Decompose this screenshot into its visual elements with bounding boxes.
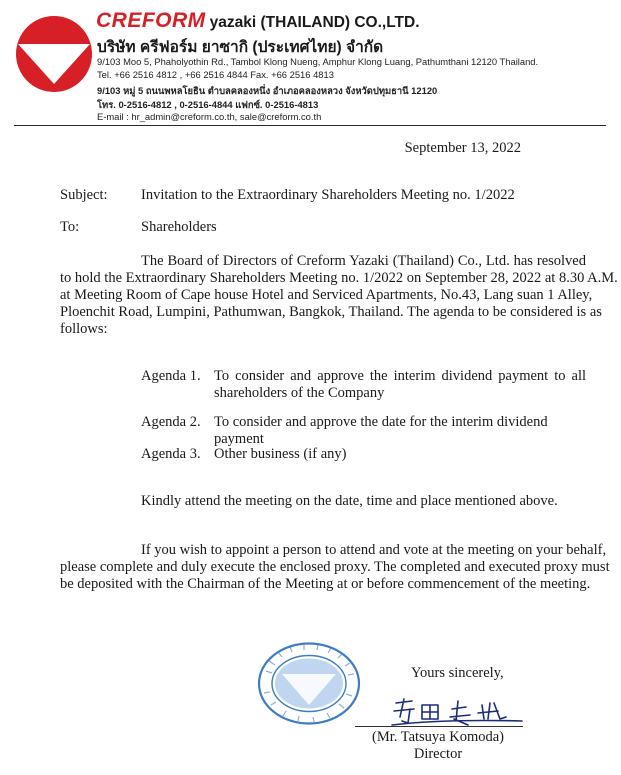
email-line: E-mail : hr_admin@creform.co.th, sale@creform.co.th: [97, 111, 322, 122]
address-en: 9/103 Moo 5, Phaholyothin Rd., Tambol Klong Nueng, Amphur Klong Luang, Pathumthani 12120 Thailand.: [97, 56, 539, 67]
letter-date: September 13, 2022: [404, 140, 521, 156]
agenda-text: Other business (if any): [214, 446, 347, 462]
paragraph-1-line: at Meeting Room of Cape house Hotel and Serviced Apartments, No.43, Lang suan 1 Alley,: [60, 287, 593, 303]
handwritten-signature: [382, 695, 532, 729]
phone-en: Tel. +66 2516 4812 , +66 2516 4844 Fax. +66 2516 4813: [97, 69, 334, 80]
paragraph-2-line: If you wish to appoint a person to attend and vote at the meeting on your behalf,: [141, 542, 607, 558]
brand-name: CREFORM: [96, 9, 206, 32]
company-seal: [256, 641, 362, 726]
agenda-text: To consider and approve the date for the interim dividend payment: [214, 414, 548, 447]
paragraph-1-line: The Board of Directors of Creform Yazaki (Thailand) Co., Ltd. has resolved: [141, 253, 586, 269]
letterhead-divider: [14, 125, 606, 126]
kindly-attend-text: Kindly attend the meeting on the date, time and place mentioned above.: [141, 493, 558, 509]
company-name-th: บริษัท ครีฟอร์ม ยาซากิ (ประเทศไทย) จำกัด: [97, 39, 384, 56]
paragraph-2-line: please complete and duly execute the enclosed proxy. The completed and executed proxy must: [60, 559, 610, 575]
company-name-en: yazaki (THAILAND) CO.,LTD.: [209, 14, 420, 31]
subject-label: Subject:: [60, 187, 108, 203]
signer-title: Director: [413, 746, 463, 762]
agenda-label: Agenda 3.: [141, 446, 201, 462]
paragraph-1-line: to hold the Extraordinary Shareholders Meeting no. 1/2022 on September 28, 2022 at 8.30 A.M.: [60, 270, 618, 286]
paragraph-1-line: Ploenchit Road, Lumpini, Pathumwan, Bangkok, Thailand. The agenda to be considered is as: [60, 304, 602, 320]
signature-line: [355, 726, 523, 727]
agenda-label: Agenda 2.: [141, 414, 201, 430]
to-text: Shareholders: [141, 219, 217, 235]
signer-name: (Mr. Tatsuya Komoda): [371, 729, 504, 745]
agenda-text: To consider and approve the interim dividend payment to all shareholders of the Company: [214, 368, 586, 401]
to-label: To:: [60, 219, 80, 235]
subject-text: Invitation to the Extraordinary Shareholders Meeting no. 1/2022: [141, 187, 515, 203]
address-th: 9/103 หมู่ 5 ถนนพหลโยธิน ตำบลคลองหนึ่ง อำเภอคลองหลวง จังหวัดปทุมธานี 12120: [97, 85, 438, 96]
phone-th: โทร. 0-2516-4812 , 0-2516-4844 แฟกซ์. 0-2516-4813: [97, 99, 319, 110]
creform-logo: [14, 14, 94, 94]
agenda-label: Agenda 1.: [141, 368, 201, 384]
paragraph-2-line: be deposited with the Chairman of the Meeting at or before commencement of the meeting.: [60, 576, 591, 592]
closing-text: Yours sincerely,: [411, 665, 504, 681]
company-name: [96, 9, 420, 33]
paragraph-1-line: follows:: [60, 321, 108, 337]
